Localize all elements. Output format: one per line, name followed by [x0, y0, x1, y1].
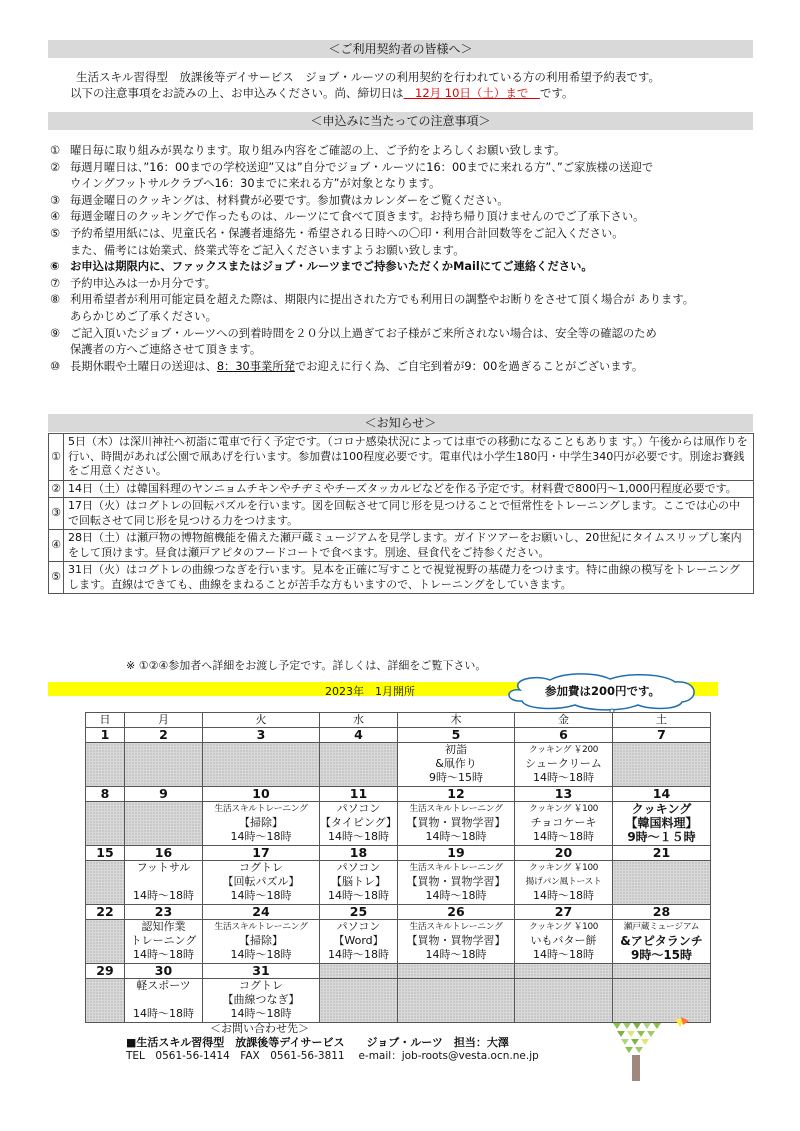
calendar-date: 20	[515, 846, 613, 861]
calendar-date: 30	[125, 964, 203, 979]
event-line: 軽スポーツ	[136, 979, 191, 992]
weekday-label: 金	[515, 713, 613, 728]
note-text-a: 長期休暇や土曜日の送迎は、	[70, 359, 217, 373]
calendar-event-cell	[86, 920, 125, 964]
calendar-date: 16	[125, 846, 203, 861]
note-text-cont: 保護者の方へご連絡させて頂きます。	[70, 343, 262, 357]
notice-row	[49, 434, 754, 481]
calendar-event-cell	[398, 979, 515, 1023]
event-line: 9時～１５時	[627, 830, 696, 844]
calendar-event-cell	[203, 743, 320, 787]
intro-end: です。	[539, 86, 574, 100]
calendar-date: 22	[86, 905, 125, 920]
calendar-date: 8	[86, 787, 125, 802]
calendar-date-row	[86, 728, 711, 743]
notes-list	[50, 143, 760, 375]
event-line: 生活スキルトレーニング	[409, 863, 503, 873]
calendar-title: 2023年 1月開所	[325, 685, 415, 698]
notice-number: ③	[49, 498, 64, 530]
calendar-date	[398, 964, 515, 979]
note-number: ②	[50, 160, 61, 174]
calendar-date	[515, 964, 613, 979]
weekday-header-row	[86, 713, 711, 728]
event-line: 【掃除】	[239, 816, 283, 829]
calendar-event-row	[86, 743, 711, 787]
notice-number: ①	[49, 434, 64, 481]
notice-text: 17日（火）はコグトレの回転パズルを行います。図を回転させて同じ形を見つけることで恒常性をトレーニングします。ここでは心の中で回転させて同じ形を見つける力をつけます。	[64, 498, 754, 530]
event-line: 14時～18時	[230, 830, 292, 843]
notice-text: 28日（土）は瀬戸物の博物館機能を備えた瀬戸蔵ミュージアムを見学します。ガイドツアーをお願いし、20世紀にタイムスリップし案内をして頂けます。昼食は瀬戸アピタのフードコートで食べます。別途、昼食代をご持参ください。	[64, 530, 754, 562]
event-line: いもバター餅	[530, 934, 597, 947]
notice-row	[49, 562, 754, 594]
calendar-event	[125, 861, 202, 903]
calendar-event-cell	[320, 861, 398, 905]
note-text: 予約希望用紙には、児童氏名・保護者連絡先・希望される日時への〇印・利用合計回数等をご記入ください。	[70, 226, 624, 240]
event-line: クッキング ￥100	[528, 922, 599, 932]
note-text: 利用希望者が利用可能定員を超えた際は、期限内に提出された方でも利用日の調整やお断りをさせて頂く場合が あります。	[70, 293, 695, 307]
calendar-date: 12	[398, 787, 515, 802]
calendar-event-cell	[613, 743, 711, 787]
event-line	[125, 993, 202, 1007]
event-line: クッキング ￥200	[528, 745, 599, 755]
calendar-event	[320, 802, 397, 844]
calendar-event-cell	[86, 979, 125, 1023]
calendar-date: 1	[86, 728, 125, 743]
event-line: 14時～18時	[230, 1007, 292, 1020]
note-text-cont: あらかじめご了承ください。	[70, 309, 217, 323]
calendar-event-cell	[203, 861, 320, 905]
event-line: クッキング ￥100	[528, 804, 599, 814]
contact-phone-email: TEL 0561-56-1414 FAX 0561-56-3811 e-mail：job-roots@vesta.ocn.ne.jp	[126, 1050, 539, 1062]
calendar-event-cell	[515, 861, 613, 905]
event-line: 14時～18時	[328, 948, 389, 961]
event-line: 【回転パズル】	[222, 875, 300, 888]
calendar-event	[203, 861, 319, 903]
calendar-event-cell	[203, 979, 320, 1023]
event-line: &アピタランチ	[620, 934, 703, 948]
note-text: ご記入頂いたジョブ・ルーツへの到着時間を２０分以上過ぎてお子様がご来所されない場合は、安全等の確認のため	[70, 326, 657, 340]
note-number: ①	[50, 144, 61, 157]
calendar-date: 14	[613, 787, 711, 802]
calendar-event	[398, 861, 514, 903]
event-line: 【買物・買物学習】	[406, 875, 506, 888]
deadline: 12月 10日（土）まで	[403, 86, 540, 100]
event-line: 14時～18時	[425, 830, 487, 843]
note-item	[50, 292, 760, 309]
calendar-date-row	[86, 846, 711, 861]
contact-organization: ■生活スキル習得型 放課後等デイサービス ジョブ・ルーツ 担当：大澤	[126, 1036, 509, 1049]
note-number: ⑥	[50, 260, 60, 274]
event-line: 9時～15時	[429, 771, 483, 784]
weekday-label: 土	[613, 713, 711, 728]
calendar-event-row	[86, 861, 711, 905]
calendar-event	[613, 920, 710, 962]
calendar-event-cell	[398, 861, 515, 905]
note-number: ⑤	[50, 226, 61, 240]
contact-title: ＜お問い合わせ先＞	[210, 1022, 309, 1035]
calendar-date: 5	[398, 728, 515, 743]
calendar-date-row	[86, 787, 711, 802]
calendar-event	[515, 802, 612, 844]
calendar-event	[515, 861, 612, 903]
note-text: お申込は期限内に、ファックスまたはジョブ・ルーツまでご持参いただくかMailにてご連絡ください。	[70, 260, 593, 274]
calendar-date: 31	[203, 964, 320, 979]
weekday-label: 木	[398, 713, 515, 728]
note-text: 予約申込みは一か月分です。	[70, 276, 216, 290]
note-text: 曜日毎に取り組みが異なります。取り組み内容をご確認の上、ご予約をよろしくお願い致します。	[70, 144, 566, 157]
event-line: クッキング ￥100	[528, 863, 599, 873]
notice-row	[49, 498, 754, 530]
tree-icon	[605, 1015, 695, 1085]
event-line: 【買物・買物学習】	[406, 934, 506, 947]
event-line: 【脳トレ】	[331, 875, 386, 888]
calendar-date: 24	[203, 905, 320, 920]
calendar-event-cell	[86, 743, 125, 787]
event-line: 瀬戸蔵ミュージアム	[623, 922, 700, 932]
calendar-event-cell	[515, 802, 613, 846]
event-line: 14時～18時	[133, 948, 194, 961]
application-notes-header: ＜申込みに当たっての注意事項＞	[48, 112, 753, 130]
event-line: 9時～15時	[630, 948, 693, 962]
weekday-label: 日	[86, 713, 125, 728]
event-line: クッキング	[631, 802, 692, 816]
note-item	[50, 209, 760, 226]
event-line: 生活スキルトレーニング	[409, 922, 503, 932]
calendar-date	[320, 964, 398, 979]
notice-text: 5日（木）は深川神社へ初詣に電車で行く予定です。（コロナ感染状況によっては車での移動になることもありま す。）午後からは凧作りを行い、時間があれば公園で凧あげを行います。参加費は100程度必要です。電車代は小学生180円・中学生340円が必要です。別途お賽銭をご用意ください。	[64, 434, 754, 481]
note-number: ⑩	[50, 359, 61, 373]
note-item	[50, 276, 760, 293]
calendar-date: 9	[125, 787, 203, 802]
calendar-event-cell	[125, 979, 203, 1023]
calendar-event	[203, 920, 319, 962]
note-number: ⑧	[50, 293, 61, 307]
calendar-event-cell	[398, 743, 515, 787]
calendar-event-cell	[320, 979, 398, 1023]
contract-holders-header: ＜ご利用契約者の皆様へ＞	[48, 40, 753, 58]
intro-text: 以下の注意事項をお読みの上、お申込みください。尚、締切日は	[70, 86, 404, 100]
notice-text: 14日（土）は韓国料理のヤンニョムチキンやチヂミやチーズタッカルビなどを作る予定です。材料費で800円～1,000円程度必要です。	[64, 480, 754, 498]
event-line: パソコン	[336, 861, 381, 874]
notices-table	[48, 433, 754, 594]
calendar-date: 19	[398, 846, 515, 861]
calendar-event-cell	[86, 861, 125, 905]
calendar-event	[203, 979, 319, 1021]
event-line: 【掃除】	[239, 934, 283, 947]
event-line: チョコケーキ	[530, 816, 597, 829]
event-line: パソコン	[336, 920, 381, 933]
note-item	[50, 226, 760, 243]
calendar-date: 25	[320, 905, 398, 920]
calendar-date: 10	[203, 787, 320, 802]
notice-number: ④	[49, 530, 64, 562]
event-line: パソコン	[336, 802, 381, 815]
calendar-event-cell	[125, 920, 203, 964]
note-number: ③	[50, 193, 61, 207]
notice-number: ②	[49, 480, 64, 498]
calendar-date: 13	[515, 787, 613, 802]
event-line: 14時～18時	[230, 889, 292, 902]
note-text-cont: また、備考には始業式、終業式等をご記入くださいますようお願い致します。	[70, 243, 465, 257]
calendar-date: 28	[613, 905, 711, 920]
event-line: 【買物・買物学習】	[406, 816, 506, 829]
notice-text: 31日（火）はコグトレの曲線つなぎを行います。見本を正確に写すことで視覚視野の基礎力をつけます。特に曲線の模写をトレーニングします。直線はできても、曲線をまねることが苦手な方もいますので、トレーニングをしていきます。	[64, 562, 754, 594]
calendar-event	[320, 861, 397, 903]
calendar-date: 23	[125, 905, 203, 920]
notice-number: ⑤	[49, 562, 64, 594]
note-text: 毎週金曜日のクッキングで作ったものは、ルーツにて食べて頂きます。お持ち帰り頂けませんのでご了承下さい。	[70, 210, 645, 224]
note-item	[50, 259, 760, 276]
calendar-event-cell	[613, 861, 711, 905]
notice-row	[49, 480, 754, 498]
calendar-event-cell	[613, 920, 711, 964]
calendar-event-cell	[203, 920, 320, 964]
event-line: 14時～18時	[533, 830, 594, 843]
event-line: 14時～18時	[533, 771, 594, 784]
event-line: 14時～18時	[533, 889, 594, 902]
event-line: トレーニング	[130, 934, 197, 947]
event-line: 14時～18時	[328, 830, 389, 843]
calendar-event-row	[86, 920, 711, 964]
calendar-event-cell	[320, 920, 398, 964]
calendar-date: 11	[320, 787, 398, 802]
calendar-event-cell	[515, 743, 613, 787]
calendar-date: 2	[125, 728, 203, 743]
event-line: 14時～18時	[533, 948, 594, 961]
calendar-event-cell	[515, 920, 613, 964]
calendar-event-cell	[613, 802, 711, 846]
calendar-date: 6	[515, 728, 613, 743]
calendar-date: 26	[398, 905, 515, 920]
event-line: 生活スキルトレーニング	[214, 922, 308, 932]
event-line: 揚げパン風トースト	[525, 877, 602, 887]
note-number: ⑨	[50, 326, 61, 340]
event-line: 14時～18時	[425, 948, 487, 961]
calendar-table	[85, 712, 711, 1023]
calendar-event-cell	[125, 861, 203, 905]
calendar-event-cell	[320, 743, 398, 787]
fee-speech-bubble	[500, 672, 705, 712]
note-number: ⑦	[50, 276, 61, 290]
note-item	[50, 193, 760, 210]
calendar-event-row	[86, 802, 711, 846]
event-line: 14時～18時	[133, 1007, 194, 1020]
note-text-b: でお迎えに行く為、ご自宅到着が9：00を過ぎることがございます。	[294, 359, 644, 373]
event-line: &凧作り	[435, 757, 477, 770]
event-line: 初詣	[445, 743, 467, 756]
calendar-event-cell	[398, 802, 515, 846]
event-line: 【Word】	[333, 934, 384, 947]
calendar-event	[515, 743, 612, 785]
calendar-date: 18	[320, 846, 398, 861]
event-line	[125, 875, 202, 889]
calendar-event	[398, 743, 514, 785]
event-line: 【タイピング】	[320, 816, 397, 829]
note-item	[50, 359, 760, 376]
intro-line-2	[70, 86, 574, 102]
event-line: 生活スキルトレーニング	[214, 804, 308, 814]
calendar-event	[320, 920, 397, 962]
note-item	[50, 160, 760, 177]
calendar-date: 7	[613, 728, 711, 743]
weekday-label: 水	[320, 713, 398, 728]
calendar-event-cell	[203, 802, 320, 846]
fee-text: 参加費は200円です。	[544, 684, 661, 698]
calendar-date: 4	[320, 728, 398, 743]
calendar-date-row	[86, 964, 711, 979]
calendar-event	[515, 920, 612, 962]
event-line: 14時～18時	[425, 889, 487, 902]
event-line: 【韓国料理】	[625, 816, 698, 830]
note-number: ④	[50, 210, 61, 224]
event-line: 認知作業	[141, 920, 186, 933]
event-line: シュークリーム	[525, 757, 602, 770]
calendar-event-cell	[125, 802, 203, 846]
event-line: 【曲線つなぎ】	[222, 993, 300, 1006]
note-text	[70, 359, 643, 376]
event-line: 14時～18時	[133, 889, 194, 902]
calendar-date: 21	[613, 846, 711, 861]
note-text: 毎週金曜日のクッキングは、材料費が必要です。参加費はカレンダーをご覧ください。	[70, 193, 509, 207]
note-text: 毎週月曜日は、”16：00までの学校送迎”又は”自分でジョブ・ルーツに16：00までに来れる方”、”ご家族様の送迎で	[70, 160, 654, 174]
calendar-event	[125, 920, 202, 962]
weekday-label: 月	[125, 713, 203, 728]
calendar-date: 29	[86, 964, 125, 979]
event-line: コグトレ	[239, 861, 283, 874]
calendar-date-row	[86, 905, 711, 920]
calendar-event-cell	[86, 802, 125, 846]
notice-row	[49, 530, 754, 562]
calendar-event	[398, 920, 514, 962]
event-line: 生活スキルトレーニング	[409, 804, 503, 814]
calendar-event	[125, 979, 202, 1021]
calendar-event-cell	[125, 743, 203, 787]
calendar-event	[203, 802, 319, 844]
calendar-date	[613, 964, 711, 979]
calendar-event-cell	[515, 979, 613, 1023]
note-text-cont: ウイングフットサルクラブへ16：30までに来れる方”が対象となります。	[70, 177, 441, 191]
event-line: コグトレ	[239, 979, 283, 992]
calendar-event	[398, 802, 514, 844]
note-item	[50, 326, 760, 343]
calendar-event-cell	[320, 802, 398, 846]
calendar-date: 17	[203, 846, 320, 861]
calendar-date: 27	[515, 905, 613, 920]
weekday-label: 火	[203, 713, 320, 728]
event-line: 14時～18時	[328, 889, 389, 902]
calendar-event	[613, 802, 710, 844]
intro-line-1: 生活スキル習得型 放課後等デイサービス ジョブ・ルーツの利用契約を行われている方の利用希望予約表です。	[76, 70, 660, 84]
footnote: ※ ①②④参加者へ詳細をお渡し予定です。詳しくは、詳細をご覧下さい。	[126, 659, 487, 672]
calendar-event-cell	[398, 920, 515, 964]
note-text-underline: 8：30事業所発	[216, 359, 295, 373]
event-line: 14時～18時	[230, 948, 292, 961]
note-item	[50, 143, 760, 160]
event-line: フットサル	[136, 861, 191, 874]
notices-header: ＜お知らせ＞	[48, 414, 753, 432]
calendar-date: 3	[203, 728, 320, 743]
calendar-date: 15	[86, 846, 125, 861]
